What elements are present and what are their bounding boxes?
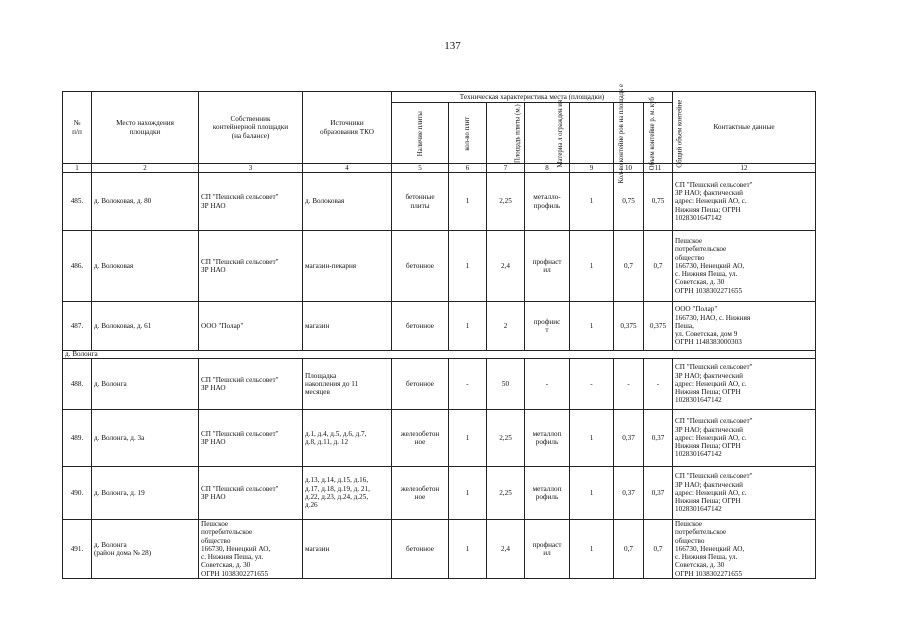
cell-location: д. Волонга, д. 19 [92,467,199,520]
cell-slab: железобетон ное [392,467,449,520]
table-row [63,520,816,579]
cell-slab-count: - [449,359,487,410]
cell-num: 489. [63,410,92,467]
column-number: 1 [63,164,92,173]
cell-volume: 0,7 [614,520,644,579]
cell-slab-count: 1 [449,467,487,520]
cell-num: 488. [63,359,92,410]
cell-containers: 1 [570,231,614,302]
cell-volume: 0,37 [614,467,644,520]
cell-total: 0,7 [644,520,673,579]
cell-volume: - [614,359,644,410]
cell-containers: 1 [570,173,614,231]
cell-sources: Площадка накопления до 11 месяцев [303,359,392,410]
cell-owner: СП "Пешский сельсовет" ЗР НАО [199,467,303,520]
cell-area: 2,4 [487,231,525,302]
cell-num: 491. [63,520,92,579]
cell-total: - [644,359,673,410]
cell-sources: магазин-пекарня [303,231,392,302]
cell-fence: металлоп рофиль [525,410,570,467]
column-number: 3 [199,164,303,173]
cell-fence: металлоп рофиль [525,467,570,520]
group-label: д. Волонга [63,351,816,359]
cell-slab-count: 1 [449,231,487,302]
column-number: 2 [92,164,199,173]
table-body-volokovaya [63,173,816,351]
cell-total: 0,7 [644,231,673,302]
waste-site-register-table [62,83,816,579]
cell-contacts: Пешское потребительское общество 166730, Ненецкий АО, с. Нижняя Пеша, ул. Советская, д. 30 ОГРН 1038302271655 [673,520,816,579]
cell-area: 2,4 [487,520,525,579]
column-number: 5 [392,164,449,173]
column-number: 11 [644,164,673,173]
header-contacts: Контактные данные [673,92,816,164]
header-slab-area: Площадь плиты (м.) [487,103,525,164]
cell-area: 2 [487,302,525,351]
cell-slab-count: 1 [449,410,487,467]
cell-fence: профнаст ил [525,231,570,302]
cell-volume: 0,37 [614,410,644,467]
cell-owner: ООО "Полар" [199,302,303,351]
cell-sources: магазин [303,302,392,351]
cell-contacts: СП "Пешский сельсовет" ЗР НАО; фактический адрес: Ненецкий АО, с. Нижняя Пеша; ОГРН 1028301647142 [673,359,816,410]
cell-slab-count: 1 [449,302,487,351]
table-row [63,359,816,410]
cell-owner: СП "Пешский сельсовет" ЗР НАО [199,231,303,302]
cell-location: д. Волонга (район дома № 28) [92,520,199,579]
cell-containers: - [570,359,614,410]
cell-num: 485. [63,173,92,231]
cell-total: 0,37 [644,467,673,520]
cell-containers: 1 [570,302,614,351]
page-number: 137 [444,40,461,52]
column-number: 7 [487,164,525,173]
cell-slab: железобетон ное [392,410,449,467]
header-num: № п/п [63,92,92,164]
header-row-top [63,92,816,103]
cell-slab: бетонное [392,520,449,579]
column-number-row [63,164,816,173]
header-slab-count: кол-во плит [449,103,487,164]
column-number: 8 [525,164,570,173]
cell-area: 2,25 [487,467,525,520]
table-row [63,231,816,302]
column-number: 4 [303,164,392,173]
cell-contacts: Пешское потребительское общество 166730, Ненецкий АО, с. Нижняя Пеша, ул. Советская, д. 30 ОГРН 1038302271655 [673,231,816,302]
cell-total: 0,75 [644,173,673,231]
cell-slab-count: 1 [449,520,487,579]
cell-location: д. Волонга, д. 3а [92,410,199,467]
cell-area: 2,25 [487,173,525,231]
header-sources: Источники образования ТКО [303,92,392,164]
table-row [63,410,816,467]
cell-containers: 1 [570,520,614,579]
header-container-count: Кол-во контейне ров на площадк е [570,103,614,164]
cell-location: д. Волоковая, д. 61 [92,302,199,351]
cell-owner: СП "Пешский сельсовет" ЗР НАО [199,173,303,231]
column-number: 12 [673,164,816,173]
cell-owner: СП "Пешский сельсовет" ЗР НАО [199,410,303,467]
cell-volume: 0,75 [614,173,644,231]
cell-num: 486. [63,231,92,302]
column-number: 10 [614,164,644,173]
cell-fence: - [525,359,570,410]
cell-slab-count: 1 [449,173,487,231]
cell-location: д. Волоковая, д. 80 [92,173,199,231]
cell-containers: 1 [570,467,614,520]
cell-slab: бетонные плиты [392,173,449,231]
cell-containers: 1 [570,410,614,467]
cell-slab: бетонное [392,302,449,351]
cell-slab: бетонное [392,231,449,302]
group-header [63,351,816,359]
header-total-volume: Общий объем контейне [644,103,673,164]
cell-num: 490. [63,467,92,520]
header-owner: Собственник контейнерной площадки (на балансе) [199,92,303,164]
table-row [63,302,816,351]
cell-volume: 0,7 [614,231,644,302]
cell-area: 2,25 [487,410,525,467]
header-tech-characteristics: Техническая характеристика места (площадки) [392,92,673,103]
cell-contacts: СП "Пешский сельсовет" ЗР НАО; фактический адрес: Ненецкий АО, с. Нижняя Пеша; ОГРН 1028301647142 [673,467,816,520]
cell-contacts: ООО "Полар" 166730, НАО, с. Нижняя Пеша, ул. Советская, дом 9 ОГРН 1148383000303 [673,302,816,351]
column-number: 6 [449,164,487,173]
cell-fence: металло- профиль [525,173,570,231]
column-number: 9 [570,164,614,173]
cell-sources: магазин [303,520,392,579]
cell-total: 0,37 [644,410,673,467]
cell-volume: 0,375 [614,302,644,351]
cell-location: д. Волоковая [92,231,199,302]
cell-fence: профнис т [525,302,570,351]
table-row [63,467,816,520]
cell-area: 50 [487,359,525,410]
table-row [63,173,816,231]
cell-owner: СП "Пешский сельсовет" ЗР НАО [199,359,303,410]
cell-sources: д.13, д.14, д.15, д.16, д.17, д.18, д.19, д. 21, д.22, д.23, д.24, д.25, д.26 [303,467,392,520]
header-location: Место нахождения площадки [92,92,199,164]
header-fence-material: Материа л огражден ия [525,103,570,164]
cell-location: д. Волонга [92,359,199,410]
cell-fence: профнаст ил [525,520,570,579]
cell-sources: д.1, д.4, д.5, д.6, д.7, д.8, д.11, д. 12 [303,410,392,467]
header-slab: Наличие плиты [392,103,449,164]
header-container-volume: Объем контейне р. м. куб [614,103,644,164]
cell-total: 0,375 [644,302,673,351]
cell-num: 487. [63,302,92,351]
cell-slab: бетонное [392,359,449,410]
cell-contacts: СП "Пешский сельсовет" ЗР НАО; фактический адрес: Ненецкий АО, с. Нижняя Пеша; ОГРН 1028301647142 [673,410,816,467]
table-body-volonga [63,359,816,579]
cell-owner: Пешское потребительское общество 166730, Ненецкий АО, с. Нижняя Пеша, ул. Советская, д. 30 ОГРН 1038302271655 [199,520,303,579]
cell-sources: д. Волоковая [303,173,392,231]
cell-contacts: СП "Пешский сельсовет" ЗР НАО; фактический адрес: Ненецкий АО, с. Нижняя Пеша; ОГРН 1028301647142 [673,173,816,231]
